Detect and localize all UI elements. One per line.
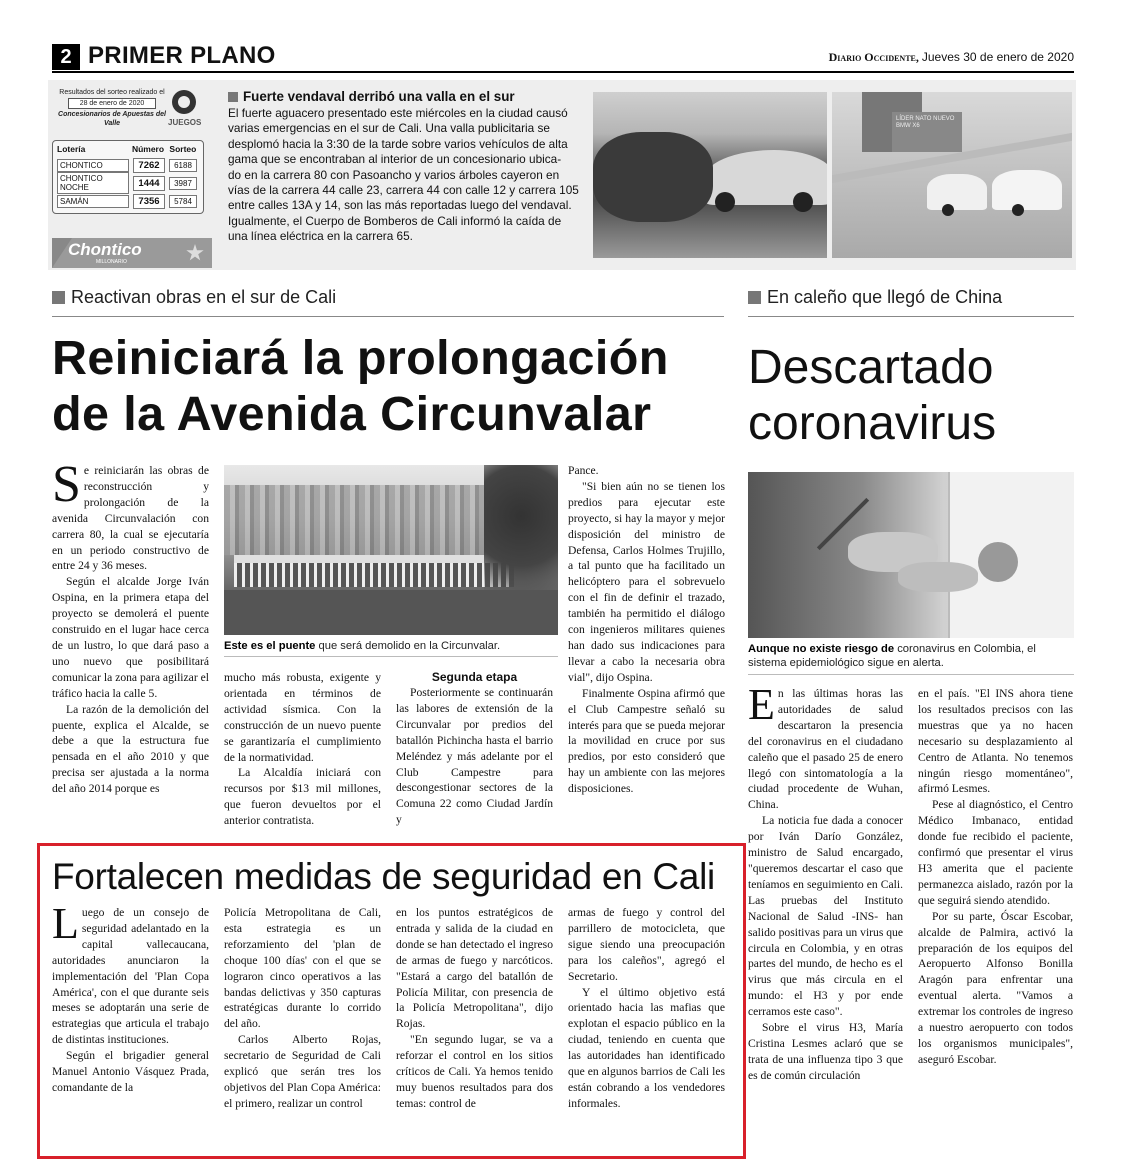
lottery-table: [52, 140, 204, 214]
kicker-square-icon: [228, 92, 238, 102]
dropcap: E: [748, 686, 775, 729]
security-paragraph: Y el último objetivo está orientado hacia las mafias que explotan el espacio público en la ciudad, teniendo en cuenta que las autoridades han identificado que en algunos barrios de Cali les están cobrando a los vendedores informales.: [568, 985, 725, 1110]
main-paragraph: Pance.: [568, 464, 599, 477]
brief-line: varias emergencias en el sur de Cali. Una valla publicitaria se: [228, 121, 550, 136]
security-paragraph: "En segundo lugar, se va a reforzar el control en los sitios críticos de Cali. Ya hemos tenido muy buenos resultados para dos temas: control de: [396, 1033, 553, 1110]
main-paragraph: Posteriormente se continuarán las labores de extensión de la Circunvalar por predios del batallón Pichincha hasta el barrio Meléndez y más adelante por el Club Campestre para descongestionar sectores de la Comuna 22 como Ciudad Jardín y: [396, 686, 553, 827]
col-numero: Número: [131, 144, 165, 154]
lottery-draw: 5784: [169, 195, 197, 208]
dateline: [829, 50, 1074, 65]
corona-paragraph: n las últimas horas las autoridades de salud descartaron la presencia del coronavirus en el ciudadano caleño que el pasado 25 de enero llegó con sintomatología a la ciudad procedente de Wuhan, China.: [748, 687, 903, 812]
lottery-number: 1444: [133, 176, 165, 191]
billboard-text: LÍDER NATO NUEVO BMW X6: [896, 116, 955, 129]
lottery-number: 7356: [133, 194, 165, 209]
security-paragraph: uego de un consejo de seguridad adelantado en la capital vallecaucana, autoridades anunciaron la implementación del 'Plan Copa América', con el que durante seis meses se adoptarán una serie de estrategias que articula el trabajo de distintas instituciones.: [52, 906, 209, 1047]
security-paragraph: Policía Metropolitana de Cali, esta estrategia es un reforzamiento del 'plan de choque 100 días' con el que se lograron cinco operativos a las bandas delictivas y 350 capturas estratégicas durante lo corrido del año.: [224, 906, 381, 1031]
corona-paragraph: Sobre el virus H3, María Cristina Lesmes aclaró que se trata de una influenza tipo 3 que es de común circulación: [748, 1021, 903, 1082]
lottery-intro-line2: Concesionarios de Apuestas del Valle: [58, 111, 166, 127]
corona-paragraph: en el país. "El INS ahora tiene los resultados precisos con las muestras que ya no hacen necesario su desplazamiento al Centro de Atlanta. No tenemos ningún riesgo momentáneo", afirmó Lesmes.: [918, 687, 1073, 796]
bridge-caption: [224, 639, 558, 653]
medical-caption: [748, 642, 1074, 670]
brief-line: do en la carrera 80 con Pasoancho y varios árboles cayeron en: [228, 167, 560, 182]
page-header: [52, 44, 1074, 70]
corona-kicker: [748, 287, 1002, 308]
corona-headline: [748, 340, 996, 452]
security-col-3: [396, 905, 553, 1129]
lottery-name: CHONTICO: [57, 159, 129, 172]
main-col-2: [224, 670, 381, 837]
caption-bold: Este es el puente: [224, 640, 316, 652]
col-loteria: Lotería: [57, 144, 86, 154]
caption-rule: [224, 656, 558, 657]
brief-title-text: Fuerte vendaval derribó una valla en el sur: [243, 89, 515, 104]
main-paragraph: "Si bien aún no se tienen los predios para ejecutar este proyecto, si hay la mayor y mejor disposición del ministro de Defensa, Carlos Holmes Trujillo, a tal punto que ha facilitado un helicóptero para el sobrevuelo con el fin de definir el trazado, también ha permitido el diálogo con ingenieros militares quienes han dado sus indicaciones para llevar a cabo la necesaria obra vial", dijo Ospina.: [568, 479, 725, 684]
main-kicker-rule: [52, 316, 724, 317]
corona-paragraph: La noticia fue dada a conocer por Iván Darío González, ministro de Salud encargado, "queremos descartar el caso que teníamos en seguimiento en Cali. Las pruebas del Instituto Nacional de Salud -INS- han salido positivas para un virus que circula en Colombia, y en otras partes del mundo, de hecho es el virus que más circula en el mundo: el H3 y por ende cerramos este caso".: [748, 814, 903, 1019]
main-col-4: [568, 463, 725, 837]
brief-title: [228, 88, 590, 105]
bridge-photo: [224, 465, 558, 635]
tree-car-photo: [593, 92, 827, 258]
security-paragraph: Carlos Alberto Rojas, secretario de Seguridad de Cali explicó que serán tres los objetivos del Plan Copa América: el primero, realizar un control: [224, 1033, 381, 1110]
chontico-logo-sub: MILLONARIO: [96, 259, 127, 265]
star-icon: [186, 244, 204, 262]
dropcap: L: [52, 905, 79, 948]
security-col-2: [224, 905, 381, 1129]
medical-photo: [748, 472, 1074, 638]
lottery-intro-line: Resultados del sorteo realizado el: [59, 89, 165, 96]
lottery-name: CHONTICO NOCHE: [57, 172, 129, 194]
corona-col-2: [918, 686, 1073, 1131]
brief-line: entre calles 13A y 14, son las más reportadas luego del vendaval.: [228, 198, 572, 213]
main-headline-line1: Reiniciará la prolongación: [52, 331, 669, 385]
col-sorteo: Sorteo: [169, 144, 197, 154]
date-text: Jueves 30 de enero de 2020: [921, 50, 1074, 64]
main-paragraph: mucho más robusta, exigente y orientada en términos de actividad sísmica. Con la construcción de un nuevo puente se garantizaría el cumplimiento de la normatividad.: [224, 671, 381, 764]
juegos-logo-icon: [172, 90, 196, 114]
dropcap: S: [52, 463, 81, 513]
lottery-number: 7262: [133, 158, 165, 173]
brief-line: una línea eléctrica en la carrera 65.: [228, 229, 413, 244]
lottery-draw: 6188: [169, 159, 197, 172]
main-col-3: [396, 670, 553, 837]
header-rule: [52, 71, 1074, 73]
subhead: Segunda etapa: [431, 670, 518, 684]
brief-line: Igualmente, el Cuerpo de Bomberos de Cali informó la caída de: [228, 213, 562, 228]
chontico-logo: [52, 238, 212, 268]
kicker-square-icon: [52, 291, 65, 304]
corona-headline-line1: Descartado: [748, 341, 994, 394]
main-kicker: [52, 287, 336, 308]
security-paragraph: en los puntos estratégicos de entrada y salida de la ciudad en donde se han detectado el ingreso de armas de fuego y narcóticos. "Estará a cargo del batallón de Policía Militar, con presencia de la Policía Metropolitana", dijo Rojas.: [396, 906, 553, 1031]
caption-bold: Aunque no existe riesgo de: [748, 643, 895, 655]
main-headline-line2: de la Avenida Circunvalar: [52, 387, 652, 441]
corona-headline-line2: coronavirus: [748, 397, 997, 450]
corona-kicker-text: En caleño que llegó de China: [767, 287, 1003, 307]
main-paragraph: La razón de la demolición del puente, explica el Alcalde, se debe a que la estructura fue pensada en el año 2010 y que precisa ser ajustada a la norma del año 2014 porque es: [52, 702, 209, 796]
security-headline: Fortalecen medidas de seguridad en Cali: [52, 856, 715, 897]
main-paragraph: Según el alcalde Jorge Iván Ospina, en la primera etapa del proyecto se demolerá el puente construido en el lugar hace cerca de un lustro, lo que dará paso a uno nuevo que posibilitará comunicar la zona para agilizar el tráfico hacia la calle 5.: [52, 575, 209, 700]
lottery-box: [52, 88, 214, 268]
lottery-intro: [52, 88, 172, 128]
lottery-row: [57, 192, 199, 210]
lottery-name: SAMÁN: [57, 195, 129, 208]
medical-caption-rule: [748, 674, 1074, 675]
corona-col-1: [748, 686, 903, 1131]
corona-paragraph: Pese al diagnóstico, el Centro Médico Imbanaco, entidad donde fue recibido el paciente, confirmó que presentar el virus H3 amerita que el paciente permanezca aislado, razón por la que seguirá siendo atendido.: [918, 798, 1073, 907]
brief-line: vías de la carrera 44 calle 23, carrera 44 con calle 12 y carrera 105: [228, 183, 579, 198]
chontico-logo-text: Chontico: [68, 240, 142, 259]
page-number: 2: [52, 44, 80, 70]
lottery-draw: 3987: [169, 177, 197, 190]
caption-rest: que será demolido en la Circunvalar.: [315, 640, 501, 652]
corona-kicker-rule: [748, 316, 1074, 317]
corona-paragraph: Por su parte, Óscar Escobar, alcalde de Palmira, activó la preparación de los equipos del Aeropuerto Alfonso Bonilla Aragón para enfrentar una eventual alerta. "Vamos a extremar los controles de ingreso a nuestro aeropuerto con todos los organismos municipales", aseguró Escobar.: [918, 909, 1073, 1066]
security-col-4: [568, 905, 725, 1129]
caption-rest: coronavirus en Colombia, el sistema epidemiológico sigue en alerta.: [748, 643, 1036, 669]
brief-body: [228, 106, 590, 245]
main-paragraph: La Alcaldía iniciará con recursos por $13 mil millones, que fueron devueltos por el anterior contratista.: [224, 766, 381, 828]
brief-line: desplomó hacia la 3:30 de la tarde sobre varios vehículos de alta: [228, 136, 568, 151]
kicker-square-icon: [748, 291, 761, 304]
main-kicker-text: Reactivan obras en el sur de Cali: [71, 287, 337, 307]
billboard-cars-photo: [832, 92, 1072, 258]
juegos-brand: JUEGOS: [168, 118, 202, 127]
paper-name: Diario Occidente,: [828, 50, 919, 64]
brief-line: gama que se encontraban al interior de un concesionario ubica-: [228, 152, 562, 167]
main-col-1: [52, 463, 209, 837]
lottery-row: [57, 174, 199, 192]
security-paragraph: Según el brigadier general Manuel Antonio Vásquez Prada, comandante de la: [52, 1049, 209, 1094]
lottery-intro-date: 28 de enero de 2020: [68, 98, 156, 109]
brief-line: El fuerte aguacero presentado este miércoles en la ciudad causó: [228, 106, 568, 120]
main-paragraph: Finalmente Ospina afirmó que el Club Campestre señaló su interés para que se pueda mejorar la movilidad en cruce por sus predios, por esto consideró que hay un ambiente con las mejores disposiciones.: [568, 686, 725, 796]
main-headline: [52, 330, 732, 442]
security-paragraph: armas de fuego y control del parrillero de motocicleta, que sigue siendo una preocupación para los caleños", agregó el Secretario.: [568, 906, 725, 983]
main-paragraph: e reiniciarán las obras de reconstrucción y prolongación de la avenida Circunvalación con carrera 80, la cual se ejecutaría en un periodo constructivo de entre 24 y 36 meses.: [52, 464, 209, 573]
brief-block: [228, 88, 590, 245]
security-col-1: [52, 905, 209, 1129]
section-title: PRIMER PLANO: [88, 42, 276, 69]
